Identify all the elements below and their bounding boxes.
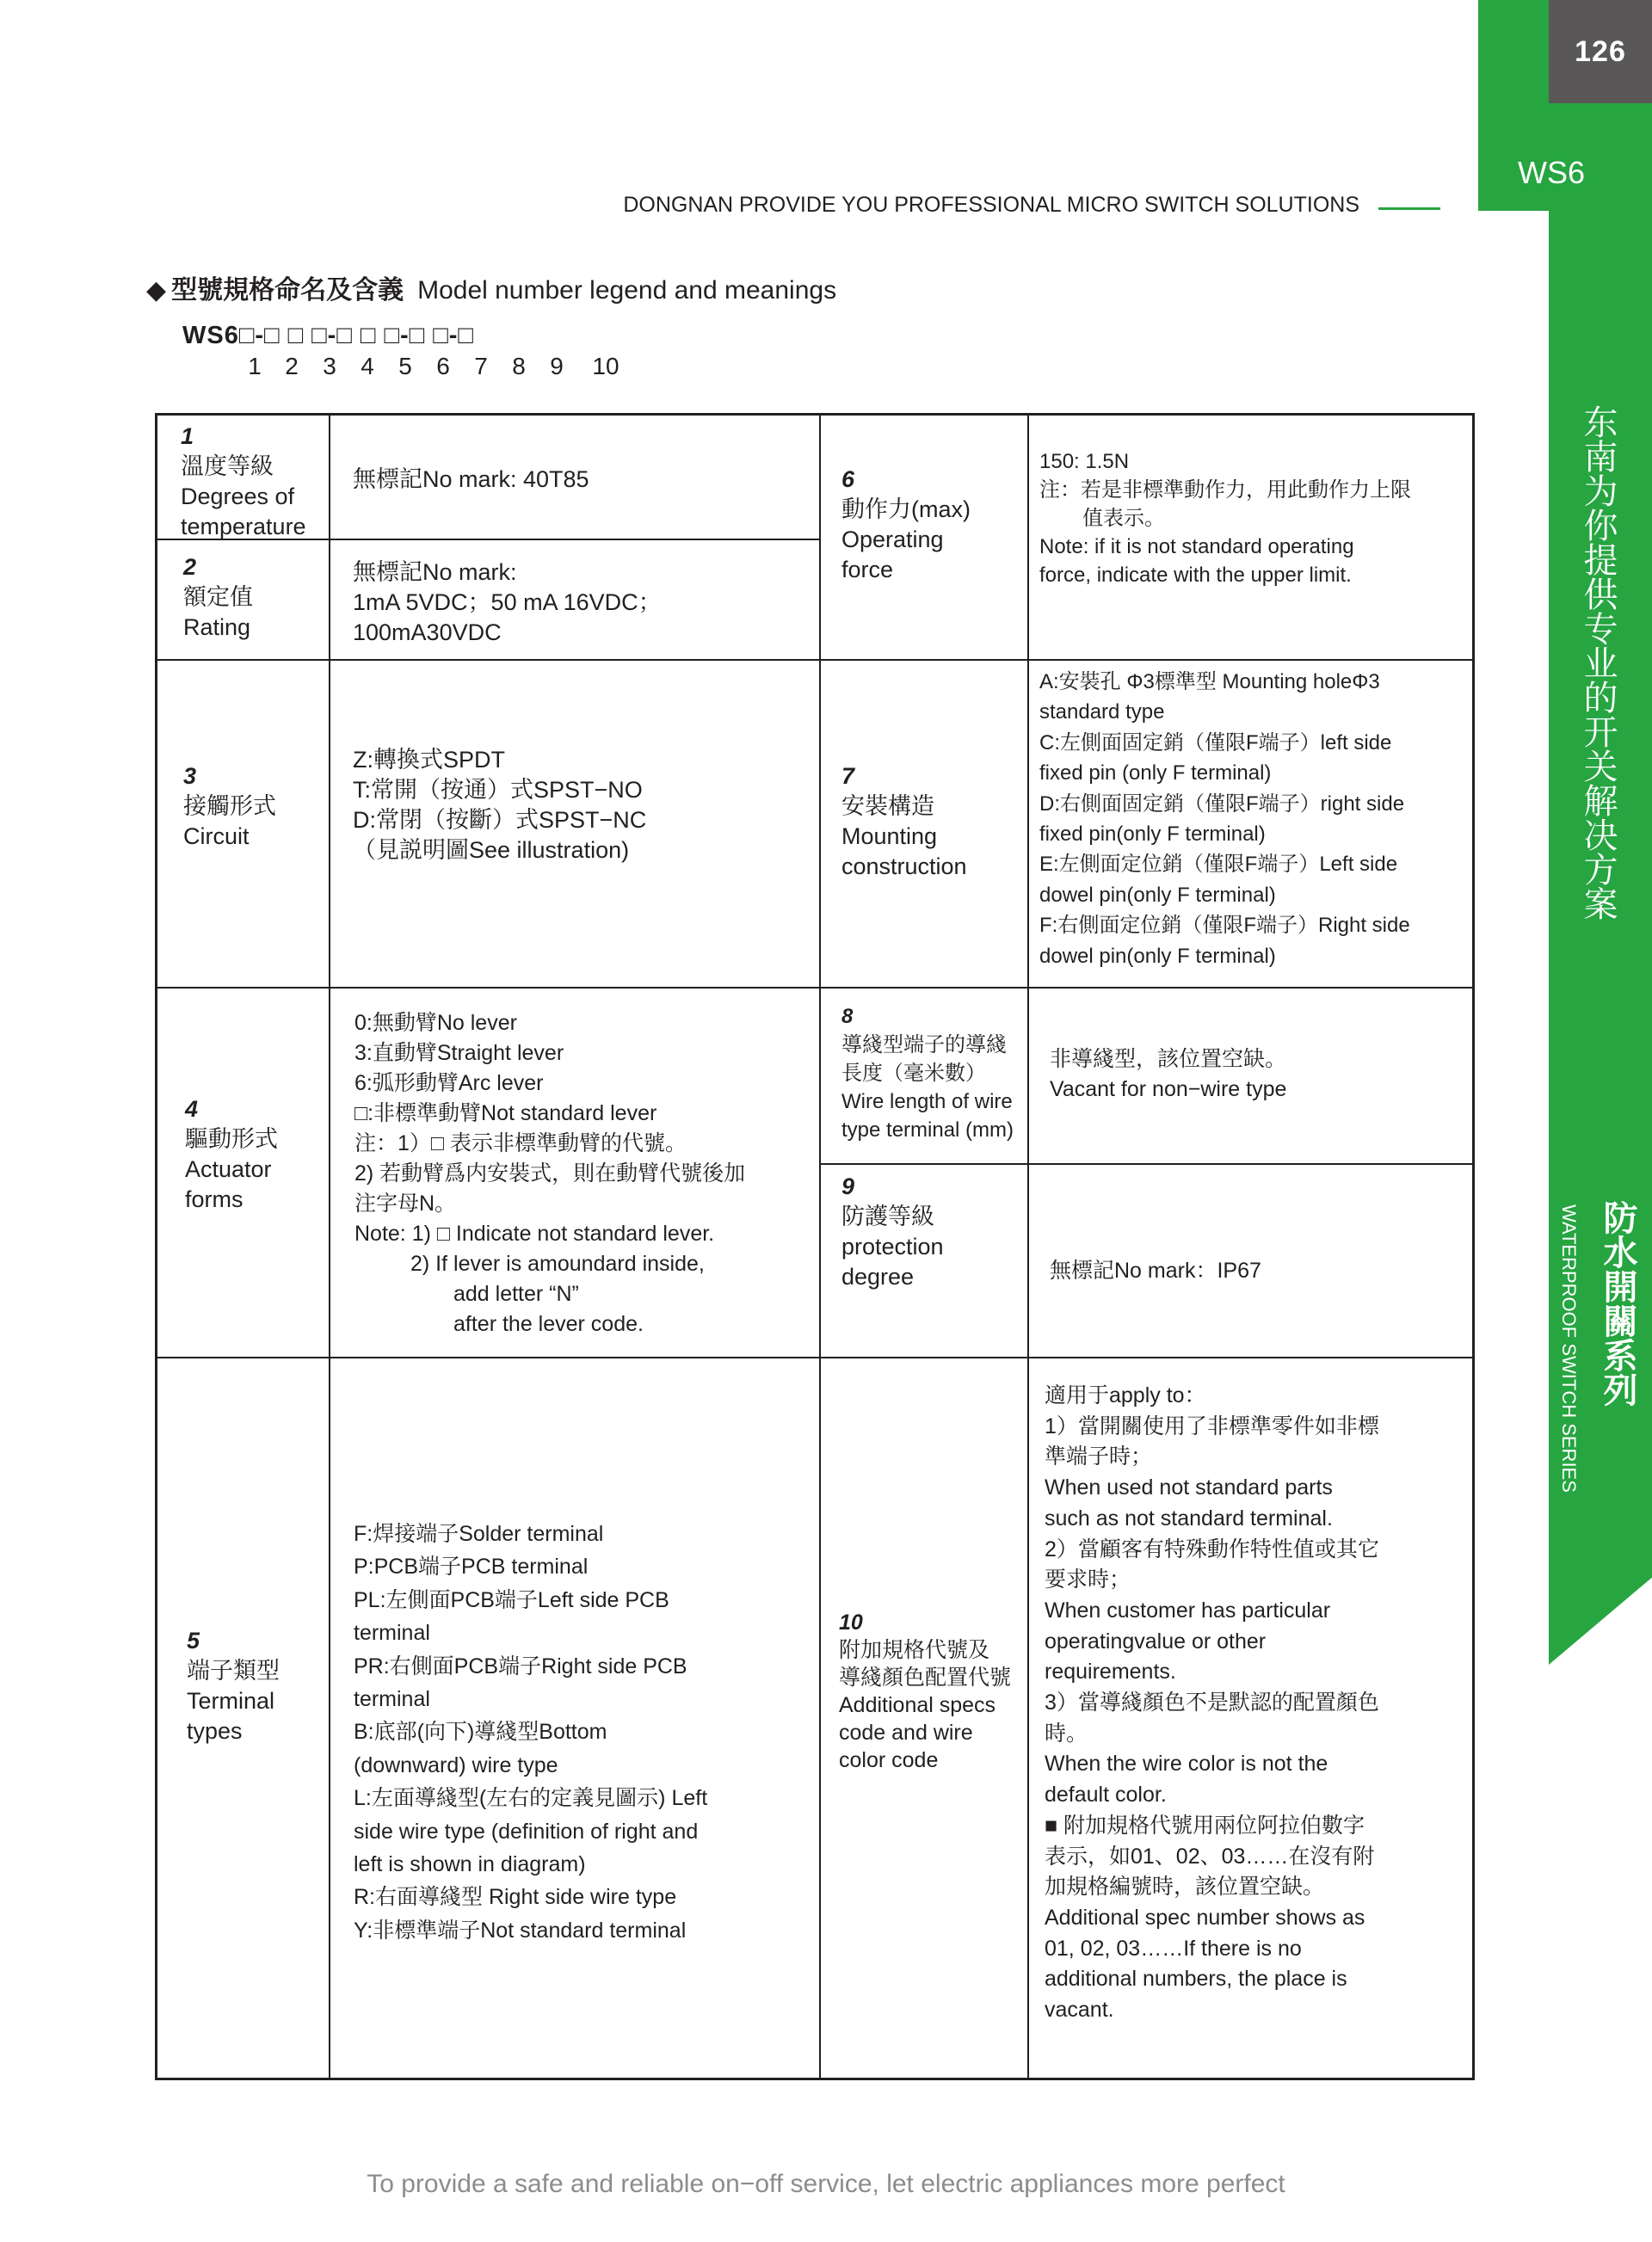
value-line: PR:右側面PCB端子Right side PCB — [354, 1654, 687, 1678]
header-slogan: DONGNAN PROVIDE YOU PROFESSIONAL MICRO SWITCH SOLUTIONS — [623, 193, 1359, 217]
label-cn: 導綫顏色配置代號 — [839, 1666, 1012, 1690]
value-line: such as not standard terminal. — [1045, 1506, 1333, 1531]
value-line: standard type — [1039, 700, 1165, 724]
row-8-value — [1050, 1044, 1471, 1105]
value-line: 注：1）□ 表示非標準動臂的代號。 — [354, 1131, 687, 1155]
label-en: type terminal (mm) — [841, 1118, 1014, 1142]
row-number: 3 — [183, 763, 197, 789]
header-rule — [1378, 207, 1440, 210]
position-number: 9 — [550, 353, 564, 379]
value-line: T:常開（按通）式SPST−NO — [353, 777, 643, 803]
value-line: 表示，如01、02、03……在沒有附 — [1045, 1844, 1375, 1869]
row-3-label — [183, 761, 325, 852]
label-en: Operating — [841, 527, 944, 552]
label-cn: 導綫型端子的導綫 — [841, 1033, 1007, 1056]
value-line: 2) 若動臂爲内安裝式，則在動臂代號後加 — [354, 1161, 746, 1186]
table-row-line — [155, 659, 819, 661]
value-line: 1mA 5VDC；50 mA 16VDC； — [353, 589, 662, 615]
value-line: dowel pin(only F terminal) — [1039, 883, 1276, 907]
label-en: Additional specs — [839, 1693, 996, 1717]
row-number: 5 — [187, 1628, 200, 1654]
value-line: When customer has particular — [1045, 1598, 1331, 1623]
value-line: operatingvalue or other — [1045, 1629, 1267, 1654]
value-line: When used not standard parts — [1045, 1475, 1333, 1500]
diamond-bullet-icon: ◆ — [146, 276, 167, 305]
row-8-label — [841, 1002, 1026, 1144]
table-col-line — [329, 413, 330, 2080]
value-line: 值表示。 — [1082, 507, 1165, 530]
heading-en: Model number legend and meanings — [417, 276, 837, 305]
row-7-label — [841, 761, 1022, 882]
row-6-label — [841, 465, 1022, 585]
value-line: side wire type (definition of right and — [354, 1819, 699, 1844]
table-col-line — [1027, 413, 1029, 2080]
value-line: F:焊接端子Solder terminal — [354, 1522, 604, 1546]
value-line: 注字母N。 — [354, 1192, 457, 1216]
position-number: 10 — [592, 353, 620, 379]
label-cn: 端子類型 — [187, 1658, 280, 1684]
value-line: default color. — [1045, 1783, 1167, 1808]
value-line: C:左側面固定銷（僅限F端子）left side — [1039, 730, 1392, 755]
value-line: 要求時； — [1045, 1568, 1131, 1592]
row-number: 2 — [183, 554, 197, 580]
value-line: （見説明圖See illustration) — [353, 837, 630, 863]
value-line: 無標記No mark: — [353, 559, 517, 585]
row-number: 9 — [841, 1173, 855, 1199]
row-6-value — [1039, 447, 1470, 589]
table-row-line — [819, 1357, 1475, 1358]
value-line: requirements. — [1045, 1660, 1176, 1685]
label-cn: 長度（毫米數） — [841, 1062, 986, 1085]
value-line: 注：若是非標準動作力，用此動作力上限 — [1039, 478, 1411, 502]
table-row-line — [819, 987, 1475, 989]
value-line: 3）當導綫顏色不是默認的配置顏色 — [1045, 1691, 1379, 1715]
value-line: E:左側面定位銷（僅限F端子）Left side — [1039, 853, 1398, 877]
row-9-value: 無標記No mark：IP67 — [1050, 1259, 1261, 1283]
table-col-line — [819, 413, 821, 2080]
value-line: Vacant for non−wire type — [1050, 1077, 1287, 1101]
row-7-value — [1039, 667, 1474, 971]
position-number: 2 — [285, 353, 299, 379]
value-line: 時。 — [1045, 1721, 1088, 1746]
label-en: degree — [841, 1264, 915, 1290]
position-number: 1 — [248, 353, 262, 379]
value-line: B:底部(向下)導綫型Bottom — [354, 1720, 607, 1745]
row-number: 1 — [181, 423, 194, 449]
value-line: Z:轉換式SPDT — [353, 747, 506, 773]
label-en: construction — [841, 853, 967, 879]
value-line: fixed pin (only F terminal) — [1039, 761, 1272, 785]
value-line: 100mA30VDC — [353, 619, 502, 645]
value-line: 150: 1.5N — [1039, 450, 1130, 473]
value-line: 非導綫型，該位置空缺。 — [1050, 1047, 1287, 1071]
label-en: Actuator — [185, 1156, 272, 1182]
series-code: WS6 — [1517, 155, 1585, 190]
position-number: 7 — [474, 353, 488, 379]
value-line: 6:弧形動臂Arc lever — [354, 1071, 544, 1095]
value-line: When the wire color is not the — [1045, 1752, 1328, 1777]
footer-slogan: To provide a safe and reliable on−off service, let electric appliances more perfect — [367, 2170, 1285, 2198]
section-heading — [146, 268, 836, 306]
label-en: types — [187, 1718, 243, 1744]
value-line: □:非標準動臂Not standard lever — [354, 1101, 657, 1125]
row-10-label — [839, 1609, 1026, 1774]
position-number: 6 — [436, 353, 450, 379]
label-cn: 額定值 — [183, 584, 253, 610]
label-en: Wire length of wire — [841, 1090, 1013, 1113]
row-2-label — [183, 552, 325, 643]
value-line: 適用于apply to： — [1045, 1383, 1206, 1407]
label-cn: 安裝構造 — [841, 793, 934, 819]
position-number: 8 — [512, 353, 526, 379]
row-2-value — [353, 557, 809, 648]
label-cn: 防護等級 — [841, 1204, 934, 1229]
row-5-value — [354, 1518, 818, 1947]
label-en: temperature — [181, 514, 306, 539]
value-line: PL:左側面PCB端子Left side PCB — [354, 1587, 669, 1612]
model-code: WS6□-□ □ □-□ □ □-□ □-□ — [182, 322, 474, 349]
value-line: (downward) wire type — [354, 1752, 558, 1777]
label-cn: 附加規格代號及 — [839, 1638, 990, 1662]
label-en: Rating — [183, 614, 251, 640]
label-en: Terminal — [187, 1688, 275, 1714]
position-number: 5 — [398, 353, 412, 379]
value-line: Note: 1) □ Indicate not standard lever. — [354, 1222, 715, 1246]
row-number: 7 — [841, 763, 855, 789]
value-line: add letter “N” — [453, 1282, 579, 1306]
row-4-value — [354, 1008, 819, 1340]
value-line: force, indicate with the upper limit. — [1039, 564, 1352, 587]
series-name-cn: 防水開關系列 — [1599, 1200, 1637, 1407]
value-line: after the lever code. — [453, 1312, 644, 1336]
row-9-label — [841, 1172, 1022, 1292]
position-number: 4 — [361, 353, 374, 379]
label-en: Mounting — [841, 823, 938, 849]
value-line: F:右側面定位銷（僅限F端子）Right side — [1039, 914, 1410, 938]
value-line: terminal — [354, 1621, 430, 1646]
row-number: 6 — [841, 466, 855, 492]
label-en: code and wire — [839, 1721, 973, 1745]
value-line: vacant. — [1045, 1998, 1114, 2023]
row-3-value — [353, 745, 817, 865]
value-line: dowel pin(only F terminal) — [1039, 944, 1276, 968]
value-line: 3:直動臂Straight lever — [354, 1041, 564, 1065]
row-5-label — [187, 1626, 329, 1746]
row-number: 8 — [841, 1005, 854, 1028]
value-line: A:安裝孔 Φ3標準型 Mounting holeΦ3 — [1039, 670, 1380, 693]
value-line: L:左面導綫型(左右的定義見圖示) Left — [354, 1786, 708, 1811]
value-line: ■ 附加規格代號用兩位阿拉伯數字 — [1045, 1813, 1365, 1838]
value-line: D:常閉（按斷）式SPST−NC — [353, 807, 647, 833]
value-line: 01, 02, 03……If there is no — [1045, 1936, 1302, 1961]
row-number: 4 — [185, 1096, 199, 1122]
value-line: left is shown in diagram) — [354, 1852, 586, 1877]
vertical-tagline: 东南为你提供专业的开关解决方案 — [1579, 404, 1617, 921]
row-1-label — [181, 422, 327, 542]
value-line: fixed pin(only F terminal) — [1039, 822, 1266, 847]
row-1-value: 無標記No mark: 40T85 — [353, 466, 589, 492]
value-line: terminal — [354, 1687, 430, 1712]
label-en: color code — [839, 1748, 939, 1772]
heading-cn: 型號規格命名及含義 — [171, 276, 404, 305]
value-line: R:右面導綫型 Right side wire type — [354, 1885, 677, 1910]
value-line: 0:無動臂No lever — [354, 1011, 517, 1035]
label-cn: 驅動形式 — [185, 1126, 278, 1152]
value-line: D:右側面固定銷（僅限F端子）right side — [1039, 791, 1405, 816]
series-name-en: WATERPROOF SWITCH SERIES — [1558, 1204, 1580, 1493]
table-row-line — [155, 1357, 819, 1358]
value-line: 準端子時； — [1045, 1444, 1153, 1469]
value-line: 2）當顧客有特殊動作特性值或其它 — [1045, 1537, 1379, 1561]
value-line: 1）當開關使用了非標準零件如非標 — [1045, 1414, 1379, 1438]
value-line: additional numbers, the place is — [1045, 1967, 1347, 1992]
value-line: P:PCB端子PCB terminal — [354, 1555, 589, 1580]
row-10-value — [1045, 1381, 1475, 2026]
label-en: protection — [841, 1234, 944, 1260]
value-line: 加規格編號時，該位置空缺。 — [1045, 1875, 1325, 1900]
page-number: 126 — [1575, 34, 1626, 68]
label-cn: 動作力(max) — [841, 496, 971, 522]
table-row-line — [819, 1163, 1475, 1165]
label-cn: 接觸形式 — [183, 793, 276, 819]
position-number: 3 — [323, 353, 336, 379]
value-line: Note: if it is not standard operating — [1039, 535, 1354, 558]
label-en: Degrees of — [181, 484, 295, 509]
label-en: forms — [185, 1186, 243, 1212]
row-4-label — [185, 1094, 327, 1215]
value-line: Y:非標準端子Not standard terminal — [354, 1918, 687, 1943]
label-cn: 溫度等級 — [181, 453, 274, 479]
table-row-line — [155, 987, 819, 989]
table-row-line — [819, 659, 1475, 661]
value-line: 2) If lever is amoundard inside, — [410, 1252, 705, 1276]
row-number: 10 — [839, 1611, 863, 1635]
value-line: Additional spec number shows as — [1045, 1905, 1365, 1930]
label-en: force — [841, 557, 894, 582]
label-en: Circuit — [183, 823, 250, 849]
